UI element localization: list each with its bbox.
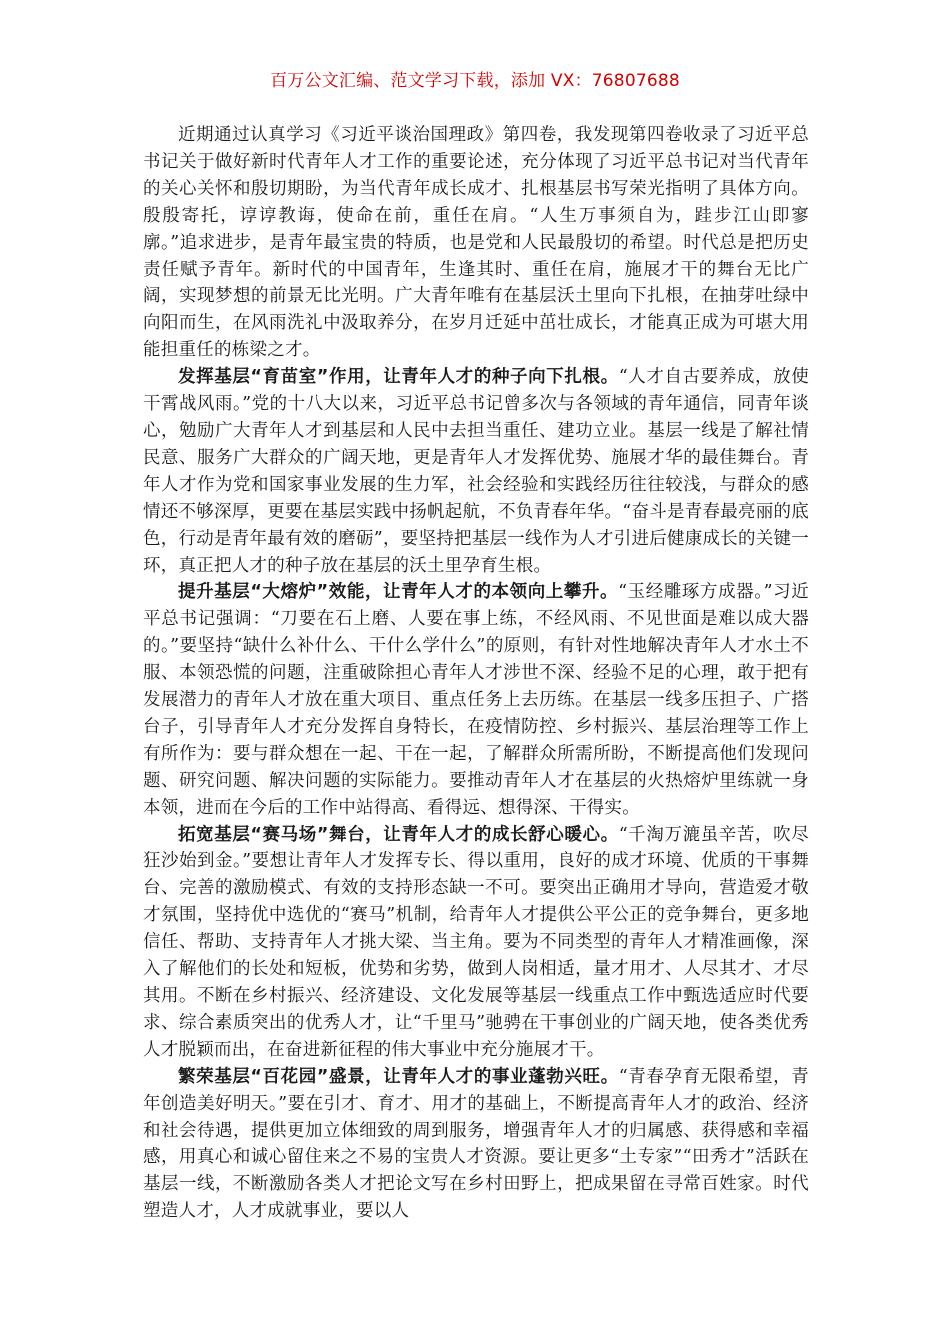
section-heading: 发挥基层“育苗室”作用，让青年人才的种子向下扎根。 [178,367,619,388]
paragraph-text: “千淘万漉虽辛苦，吹尽狂沙始到金。”要想让青年人才发挥专长、得以重用，良好的成才环境、优质的干事舞台、完善的激励模式、有效的支持形态缺一不可。要突出正确用才导向，营造爱才敬才氛围，坚持优中选优的“赛马”机制，给青年人才提供公平公正的竞争舞台，更多地信任、帮助、支持青年人才挑大梁、当主角。要为不同类型的青年人才精准画像，深入了解他们的长处和短板，优势和劣势，做到人岗相适，量才用才、人尽其才、才尽其用。不断在乡村振兴、经济建设、文化发展等基层一线重点工作中甄选适应时代要求、综合素质突出的优秀人才，让“千里马”驰骋在干事创业的广阔天地，使各类优秀人才脱颖而出，在奋进新征程的伟大事业中充分施展才干。 [143,824,809,1060]
paragraph-section-2 [143,579,809,821]
header-banner: 百万公文汇编、范文学习下载，添加 VX：76807688 [270,71,680,91]
paragraph-section-3 [143,822,809,1064]
section-heading: 繁荣基层“百花园”盛景，让青年人才的事业蓬勃兴旺。 [178,1066,619,1087]
section-heading: 提升基层“大熔炉”效能，让青年人才的本领向上攀升。 [178,582,619,603]
section-heading: 拓宽基层“赛马场”舞台，让青年人才的成长舒心暖心。 [178,824,619,845]
paragraph-text: “人才自古要养成，放使干霄战风雨。”党的十八大以来，习近平总书记曾多次与各领域的青年通信，同青年谈心，勉励广大青年人才到基层和人民中去担当重任、建功立业。基层一线是了解社情民意、服务广大群众的广阔天地，更是青年人才发挥优势、施展才华的最佳舞台。青年人才作为党和国家事业发展的生力军，社会经验和实践经历往往较浅，与群众的感情还不够深厚，更要在基层实践中扬帆起航，不负青春年华。“奋斗是青春最亮丽的底色，行动是青年最有效的磨砺”，要坚持把基层一线作为人才引进后健康成长的关键一环，真正把人才的种子放在基层的沃土里孕育生根。 [143,367,809,576]
paragraph-text: “玉经雕琢方成器。”习近平总书记强调：“刀要在石上磨、人要在事上练，不经风雨、不见世面是难以成大器的。”要坚持“缺什么补什么、干什么学什么”的原则，有针对性地解决青年人才水土不服、本领恐慌的问题，注重破除担心青年人才涉世不深、经验不足的心理，敢于把有发展潜力的青年人才放在重大项目、重点任务上去历练。在基层一线多压担子、广搭台子，引导青年人才充分发挥自身特长，在疫情防控、乡村振兴、基层治理等工作上有所作为：要与群众想在一起、干在一起，了解群众所需所盼，不断提高他们发现问题、研究问题、解决问题的实际能力。要推动青年人才在基层的火热熔炉里练就一身本领，进而在今后的工作中站得高、看得远、想得深、干得实。 [143,582,809,818]
paragraph-section-4 [143,1064,809,1225]
paragraph-text: “青春孕育无限希望，青年创造美好明天。”要在引才、育才、用才的基础上，不断提高青年人才的政治、经济和社会待遇，提供更加立体细致的周到服务，增强青年人才的归属感、获得感和幸福感，用真心和诚心留住来之不易的宝贵人才资源。要让更多“土专家”“田秀才”活跃在基层一线，不断激励各类人才把论文写在乡村田野上，把成果留在寻常百姓家。时代塑造人才，人才成就事业，要以人 [143,1066,809,1222]
article-body [143,122,809,1225]
paragraph-intro [143,122,809,364]
paragraph-text: 近期通过认真学习《习近平谈治国理政》第四卷，我发现第四卷收录了习近平总书记关于做好新时代青年人才工作的重要论述，充分体现了习近平总书记对当代青年的关心关怀和殷切期盼，为当代青年成长成才、扎根基层书写荣光指明了具体方向。殷殷寄托，谆谆教诲，使命在前，重任在肩。“人生万事须自为，跬步江山即寥廓。”追求进步，是青年最宝贵的特质，也是党和人民最殷切的希望。时代总是把历史责任赋予青年。新时代的中国青年，生逢其时、重任在肩，施展才干的舞台无比广阔，实现梦想的前景无比光明。广大青年唯有在基层沃土里向下扎根，在抽芽吐绿中向阳而生，在风雨洗礼中汲取养分，在岁月迁延中茁壮成长，才能真正成为可堪大用能担重任的栋梁之才。 [143,125,809,361]
paragraph-section-1 [143,364,809,579]
